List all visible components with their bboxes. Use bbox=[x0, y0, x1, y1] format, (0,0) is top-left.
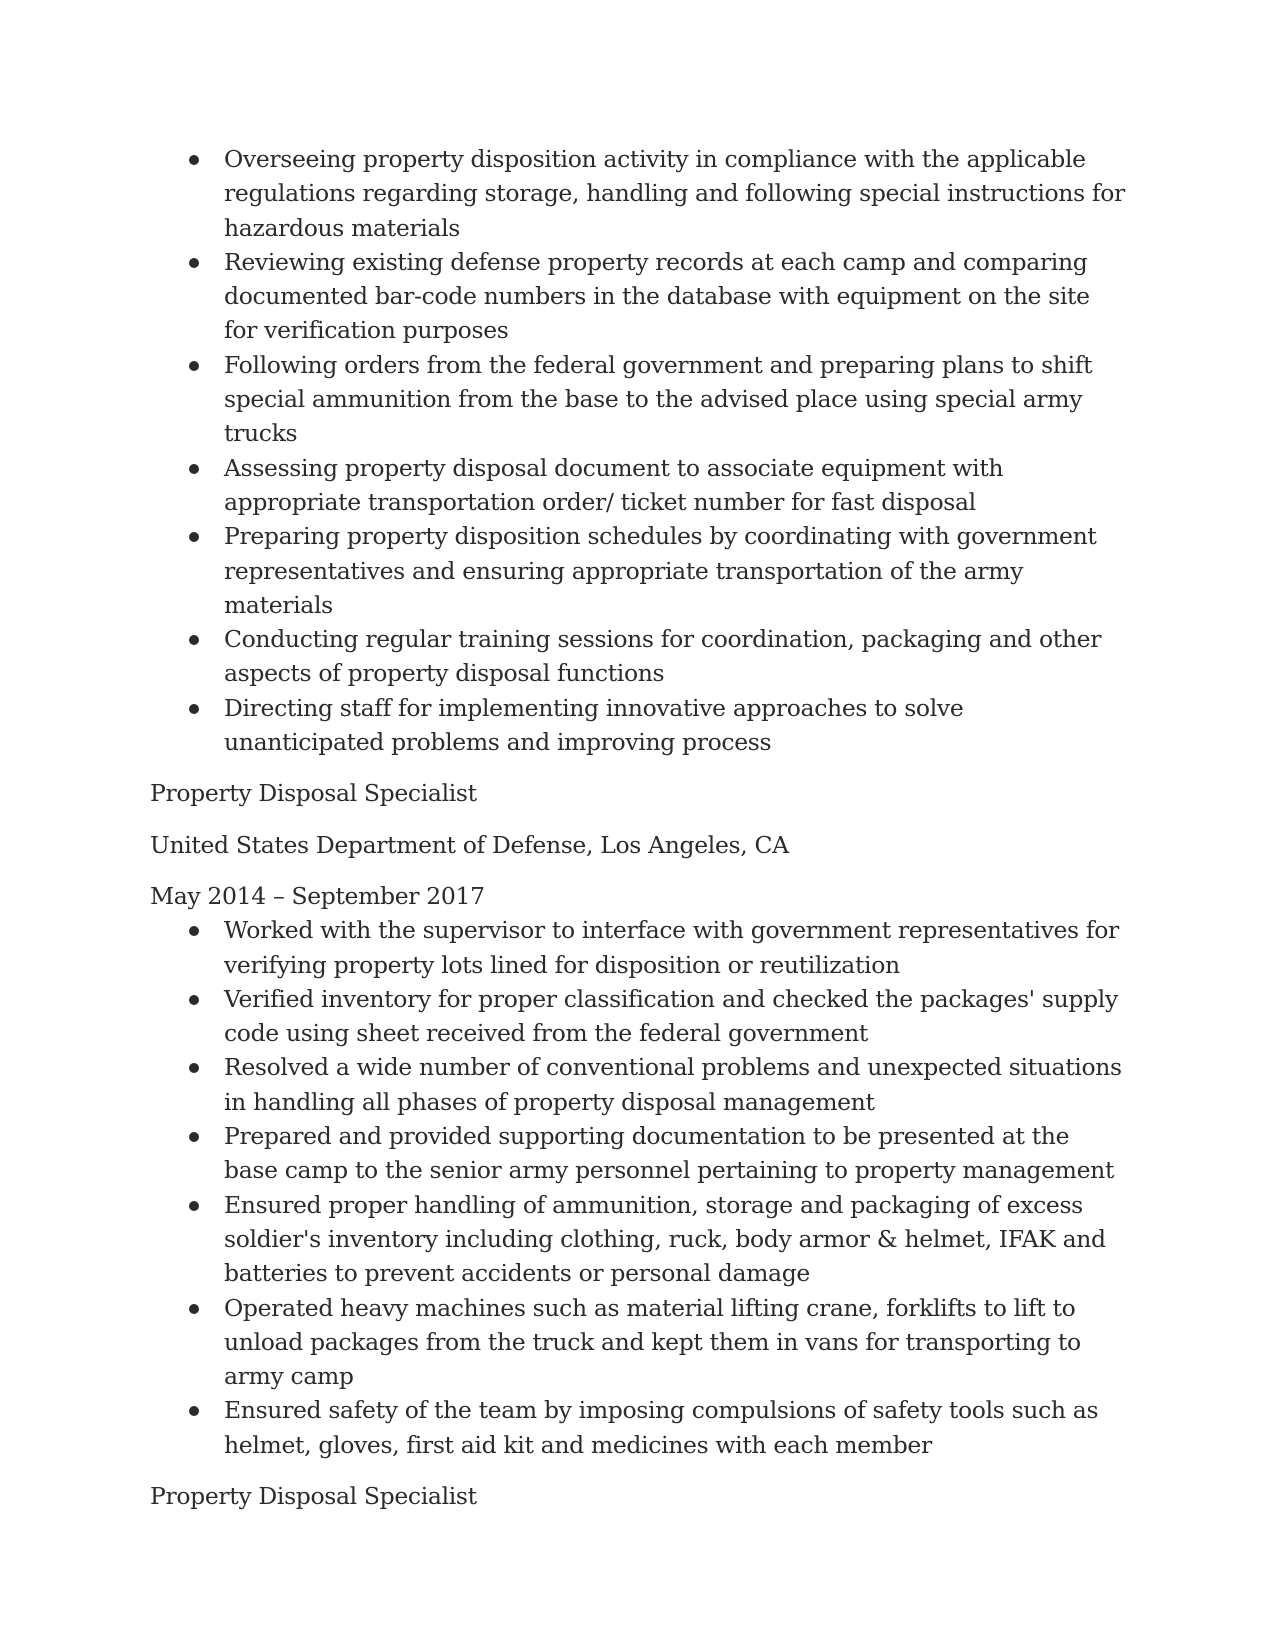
list-item bbox=[150, 519, 1125, 622]
bullet-dot-icon bbox=[189, 464, 199, 474]
list-item-text: Resolved a wide number of conventional problems and unexpected situations in handling all phases of property disposal management bbox=[224, 1053, 1122, 1116]
list-item-text: Following orders from the federal government and preparing plans to shift special ammunition from the base to the advised place using special army trucks bbox=[224, 350, 1093, 448]
job-title: Property Disposal Specialist bbox=[150, 1481, 477, 1510]
list-item-text: Preparing property disposition schedules by coordinating with government representatives and ensuring appropriate transportation of the army materials bbox=[224, 522, 1097, 619]
bullet-dot-icon bbox=[189, 532, 199, 542]
bullet-dot-icon bbox=[189, 635, 199, 645]
list-item bbox=[150, 1393, 1125, 1462]
bullet-dot-icon bbox=[189, 155, 199, 165]
bullet-dot-icon bbox=[189, 258, 199, 268]
list-item-text: Worked with the supervisor to interface with government representatives for verifying property lots lined for disposition or reutilization bbox=[224, 916, 1119, 979]
list-item-text: Ensured safety of the team by imposing compulsions of safety tools such as helmet, gloves, first aid kit and medicines with each member bbox=[224, 1396, 1099, 1459]
list-item-text: Overseeing property disposition activity in compliance with the applicable regulations regarding storage, handling and following special instructions for hazardous materials bbox=[224, 145, 1125, 242]
list-item-text: Assessing property disposal document to associate equipment with appropriate transportation order/ ticket number for fast disposal bbox=[224, 453, 1004, 516]
job-title: Property Disposal Specialist bbox=[150, 779, 477, 808]
bullet-dot-icon bbox=[189, 926, 199, 936]
bullet-dot-icon bbox=[189, 704, 199, 714]
bullet-dot-icon bbox=[189, 1304, 199, 1314]
employment-dates: May 2014 – September 2017 bbox=[150, 881, 485, 910]
list-item bbox=[150, 1188, 1125, 1291]
responsibilities-list-2 bbox=[150, 913, 1125, 1462]
list-item-text: Ensured proper handling of ammunition, storage and packaging of excess soldier's inventory including clothing, ruck, body armor & helmet, IFAK and batteries to prevent accidents or personal damage bbox=[224, 1190, 1106, 1288]
list-item bbox=[150, 348, 1125, 451]
list-item bbox=[150, 1291, 1125, 1394]
list-item bbox=[150, 691, 1125, 760]
list-item-text: Prepared and provided supporting documentation to be presented at the base camp to the senior army personnel pertaining to property management bbox=[224, 1122, 1115, 1185]
list-item-text: Operated heavy machines such as material lifting crane, forklifts to lift to unload packages from the truck and kept them in vans for transporting to army camp bbox=[224, 1293, 1081, 1391]
responsibilities-list-1 bbox=[150, 142, 1125, 759]
list-item bbox=[150, 142, 1125, 245]
list-item-text: Conducting regular training sessions for coordination, packaging and other aspects of property disposal functions bbox=[224, 625, 1102, 688]
bullet-dot-icon bbox=[189, 1132, 199, 1142]
employer-location: United States Department of Defense, Los Angeles, CA bbox=[150, 830, 789, 859]
list-item-text: Verified inventory for proper classification and checked the packages' supply code using sheet received from the federal government bbox=[224, 984, 1118, 1048]
list-item bbox=[150, 451, 1125, 520]
bullet-dot-icon bbox=[189, 1201, 199, 1211]
list-item bbox=[150, 982, 1125, 1051]
list-item bbox=[150, 1119, 1125, 1188]
list-item bbox=[150, 913, 1125, 982]
bullet-dot-icon bbox=[189, 361, 199, 371]
list-item-text: Directing staff for implementing innovative approaches to solve unanticipated problems and improving process bbox=[224, 693, 964, 757]
bullet-dot-icon bbox=[189, 1406, 199, 1416]
list-item bbox=[150, 245, 1125, 348]
bullet-dot-icon bbox=[189, 995, 199, 1005]
list-item-text: Reviewing existing defense property records at each camp and comparing documented bar-code numbers in the database with equipment on the site for verification purposes bbox=[224, 247, 1090, 345]
list-item bbox=[150, 622, 1125, 691]
list-item bbox=[150, 1050, 1125, 1119]
bullet-dot-icon bbox=[189, 1063, 199, 1073]
